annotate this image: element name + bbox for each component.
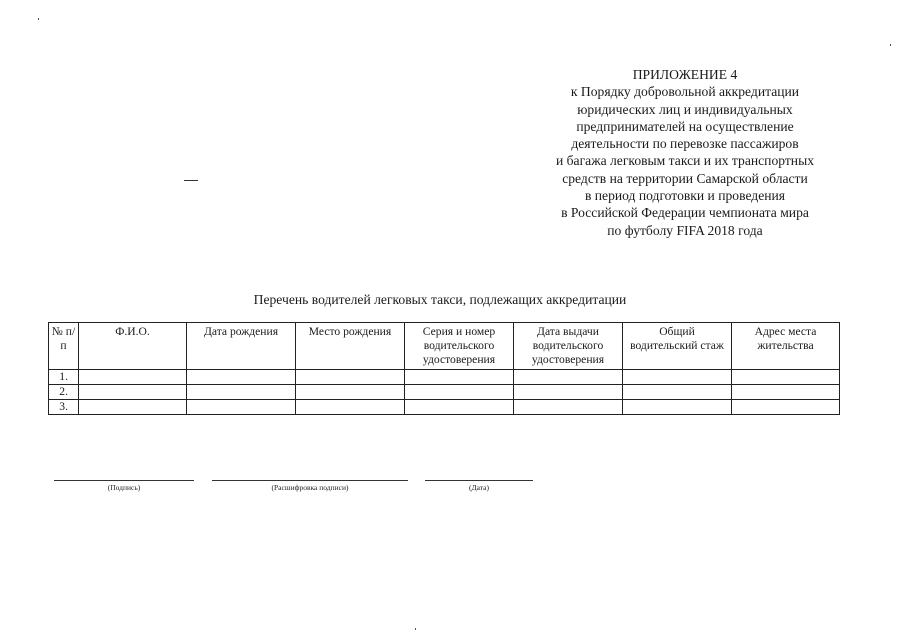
column-header-birth-place: Место рождения: [296, 323, 405, 370]
table-cell: [732, 370, 840, 385]
table-cell: [405, 385, 514, 400]
table-cell: [732, 385, 840, 400]
stray-dash-mark: [184, 180, 198, 181]
document-title: Перечень водителей легковых такси, подлежащих аккредитации: [253, 292, 627, 307]
column-header-full-name: Ф.И.О.: [79, 323, 187, 370]
appendix-line: средств на территории Самарской области: [562, 170, 808, 186]
table-cell: [187, 370, 296, 385]
appendix-line: по футболу FIFA 2018 года: [607, 222, 763, 238]
column-header-birth-date: Дата рождения: [187, 323, 296, 370]
table-cell: [623, 385, 732, 400]
table-cell: [187, 400, 296, 415]
appendix-line: деятельности по перевозке пассажиров: [571, 136, 799, 152]
table-header-row: [49, 323, 840, 370]
appendix-title: ПРИЛОЖЕНИЕ 4: [632, 67, 738, 82]
appendix-line: в Российской Федерации чемпионата мира: [561, 205, 809, 221]
table-row: [49, 370, 840, 385]
date-line: [425, 480, 533, 492]
appendix-line: к Порядку добровольной аккредитации: [570, 84, 800, 100]
table-cell: [514, 385, 623, 400]
column-header-driving-experience: Общий водительский стаж: [623, 323, 732, 370]
table-cell: [514, 370, 623, 385]
table-cell: [79, 370, 187, 385]
table-cell: [405, 400, 514, 415]
signature-decoding-caption: (Расшифровка подписи): [271, 483, 349, 492]
appendix-header: [520, 66, 850, 239]
table-cell: [79, 385, 187, 400]
appendix-line: предпринимателей на осуществление: [576, 118, 794, 134]
column-header-number: № п/п: [49, 323, 79, 370]
column-header-license-issue-date: Дата выдачи водительского удостоверения: [514, 323, 623, 370]
appendix-line: юридических лиц и индивидуальных: [577, 101, 793, 117]
table-cell: [405, 370, 514, 385]
table-cell: [296, 400, 405, 415]
column-header-address: Адрес места жительства: [732, 323, 840, 370]
scan-speck: [415, 628, 416, 630]
signature-line: [54, 480, 194, 492]
table-cell: [79, 400, 187, 415]
table-cell: [296, 385, 405, 400]
drivers-table: [48, 322, 840, 415]
column-header-license-number: Серия и номер водительского удостоверения: [405, 323, 514, 370]
appendix-line: в период подготовки и проведения: [584, 188, 786, 204]
table-row: [49, 400, 840, 415]
scan-speck: [38, 18, 39, 20]
table-cell: [187, 385, 296, 400]
table-cell: [514, 400, 623, 415]
signature-caption: (Подпись): [107, 483, 141, 492]
row-number: 2.: [49, 385, 79, 400]
date-caption: (Дата): [469, 483, 489, 492]
scan-speck: [890, 44, 891, 46]
table-cell: [296, 370, 405, 385]
signature-decoding-line: [212, 480, 408, 492]
table-cell: [732, 400, 840, 415]
row-number: 1.: [49, 370, 79, 385]
appendix-line: и багажа легковым такси и их транспортных: [555, 153, 815, 169]
row-number: 3.: [49, 400, 79, 415]
table-row: [49, 385, 840, 400]
table-cell: [623, 370, 732, 385]
table-cell: [623, 400, 732, 415]
